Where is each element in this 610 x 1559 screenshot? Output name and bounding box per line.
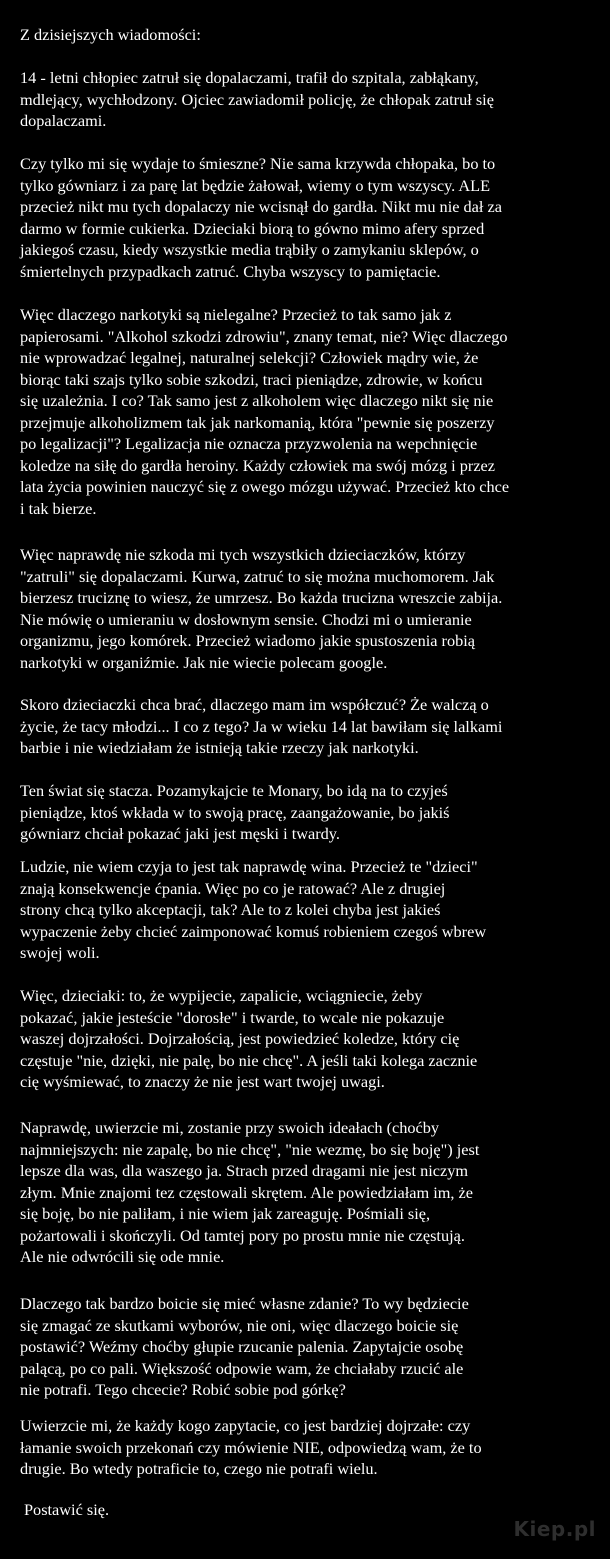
paragraph-5: Skoro dzieciaczki chca brać, dlaczego mam im współczuć? Że walczą o życie, że tacy młodzi... I co z tego? Ja w wieku 14 lat bawiłam się lalkami barbie i nie wiedziałam że istnieją takie rzeczy jak narkotyki. <box>20 695 503 757</box>
paragraph-2: Czy tylko mi się wydaje to śmieszne? Nie sama krzywda chłopaka, bo to tylko gówniarz i za parę lat będzie żałował, wiemy o tym wszyscy. ALE przecież nikt mu tych dopalaczy nie wcisnął do gardła. Nikt mu nie dał za darmo w formie cukierka. Dzieciaki biorą to gówno mimo afery sprzed jakiegoś czasu, kiedy wszystkie media trąbiły o zamykaniu sklepów, o śmiertelnych przypadkach zatruć. Chyba wszyscy to pamiętacie. <box>20 154 502 281</box>
paragraph-1: 14 - letni chłopiec zatruł się dopalaczami, trafił do szpitala, zabłąkany, mdlejący, wychłodzony. Ojciec zawiadomił policję, że chłopak zatruł się dopalaczami. <box>20 68 494 130</box>
article-heading: Z dzisiejszych wiadomości: <box>20 25 201 44</box>
paragraph-11: Uwierzcie mi, że każdy kogo zapytacie, co jest bardziej dojrzałe: czy łamanie swoich przekonań czy mówienie NIE, odpowiedzą wam, że to drugie. Bo wtedy potraficie to, czego nie potrafi wielu. <box>20 1416 482 1478</box>
site-watermark-logo: Kiep.pl <box>513 1517 596 1541</box>
paragraph-6: Ten świat się stacza. Pozamykajcie te Monary, bo idą na to czyjeś pieniądze, ktoś wkłada w to swoją pracę, zaangażowanie, bo jakiś gówniarz chciał pokazać jaki jest męski i twardy. <box>20 781 450 843</box>
paragraph-9: Naprawdę, uwierzcie mi, zostanie przy swoich ideałach (choćby najmniejszych: nie zapalę, bo nie chcę", "nie wezmę, bo się boję") jest lepsze dla was, dla waszego ja. Strach przed dragami nie jest niczym złym. Mnie znajomi tez częstowali skrętem. Ale powiedziałam im, że się boję, bo nie paliłam, i nie wiem jak zareaguję. Pośmiali się, pożartowali i skończyli. Od tamtej pory po prostu mnie nie częstują. Ale nie odwrócili się ode mnie. <box>20 1118 480 1266</box>
paragraph-3: Więc dlaczego narkotyki są nielegalne? Przecież to tak samo jak z papierosami. "Alkohol szkodzi zdrowiu", znany temat, nie? Więc dlaczego nie wprowadzać legalnej, naturalnej selekcji? Człowiek mądry wie, że biorąc taki szajs tylko sobie szkodzi, traci pieniądze, zdrowie, w końcu się uzależnia. I co? Tak samo jest z alkoholem więc dlaczego nikt się nie przejmuje alkoholizmem tak jak narkomanią, która "pewnie się poszerzy po legalizacji"? Legalizacja nie oznacza przyzwolenia na wepchnięcie koledze na siłę do gardła heroiny. Każdy człowiek ma swój mózg i przez lata życia powinien nauczyć się z owego mózgu używać. Przecież kto chce i tak bierze. <box>20 305 510 518</box>
paragraph-4: Więc naprawdę nie szkoda mi tych wszystkich dzieciaczków, którzy "zatruli" się dopalaczami. Kurwa, zatruć to się można muchomorem. Jak bierzesz truciznę to wiesz, że umrzesz. Bo każda trucizna wreszcie zabija. Nie mówię o umieraniu w dosłownym sensie. Chodzi mi o umieranie organizmu, jego komórek. Przecież wiadomo jakie spustoszenia robią narkotyki w organiźmie. Jak nie wiecie polecam google. <box>20 545 503 672</box>
paragraph-8: Więc, dzieciaki: to, że wypijecie, zapalicie, wciągniecie, żeby pokazać, jakie jesteście "dorosłe" i twarde, to wcale nie pokazuje waszej dojrzałości. Dojrzałością, jest powiedzieć koledze, który cię częstuje "nie, dzięki, nie palę, bo nie chcę". A jeśli taki kolega zacznie cię wyśmiewać, to znaczy że nie jest wart twojej uwagi. <box>20 986 478 1091</box>
closing-line: Postawić się. <box>24 1500 110 1519</box>
paragraph-7: Ludzie, nie wiem czyja to jest tak naprawdę wina. Przecież te "dzieci" znają konsekwencje ćpania. Więc po co je ratować? Ale z drugiej strony chcą tylko akceptacji, tak? Ale to z kolei chyba jest jakieś wypaczenie żeby chcieć zaimponować komuś robieniem czegoś wbrew swojej woli. <box>20 857 487 962</box>
paragraph-10: Dlaczego tak bardzo boicie się mieć własne zdanie? To wy będziecie się zmagać ze skutkami wyborów, nie oni, więc dlaczego boicie się postawić? Weźmy choćby głupie rzucanie palenia. Zapytajcie osobę palącą, po co pali. Większość odpowie wam, że chciałaby rzucić ale nie potrafi. Tego chcecie? Robić sobie pod górkę? <box>20 1294 469 1399</box>
